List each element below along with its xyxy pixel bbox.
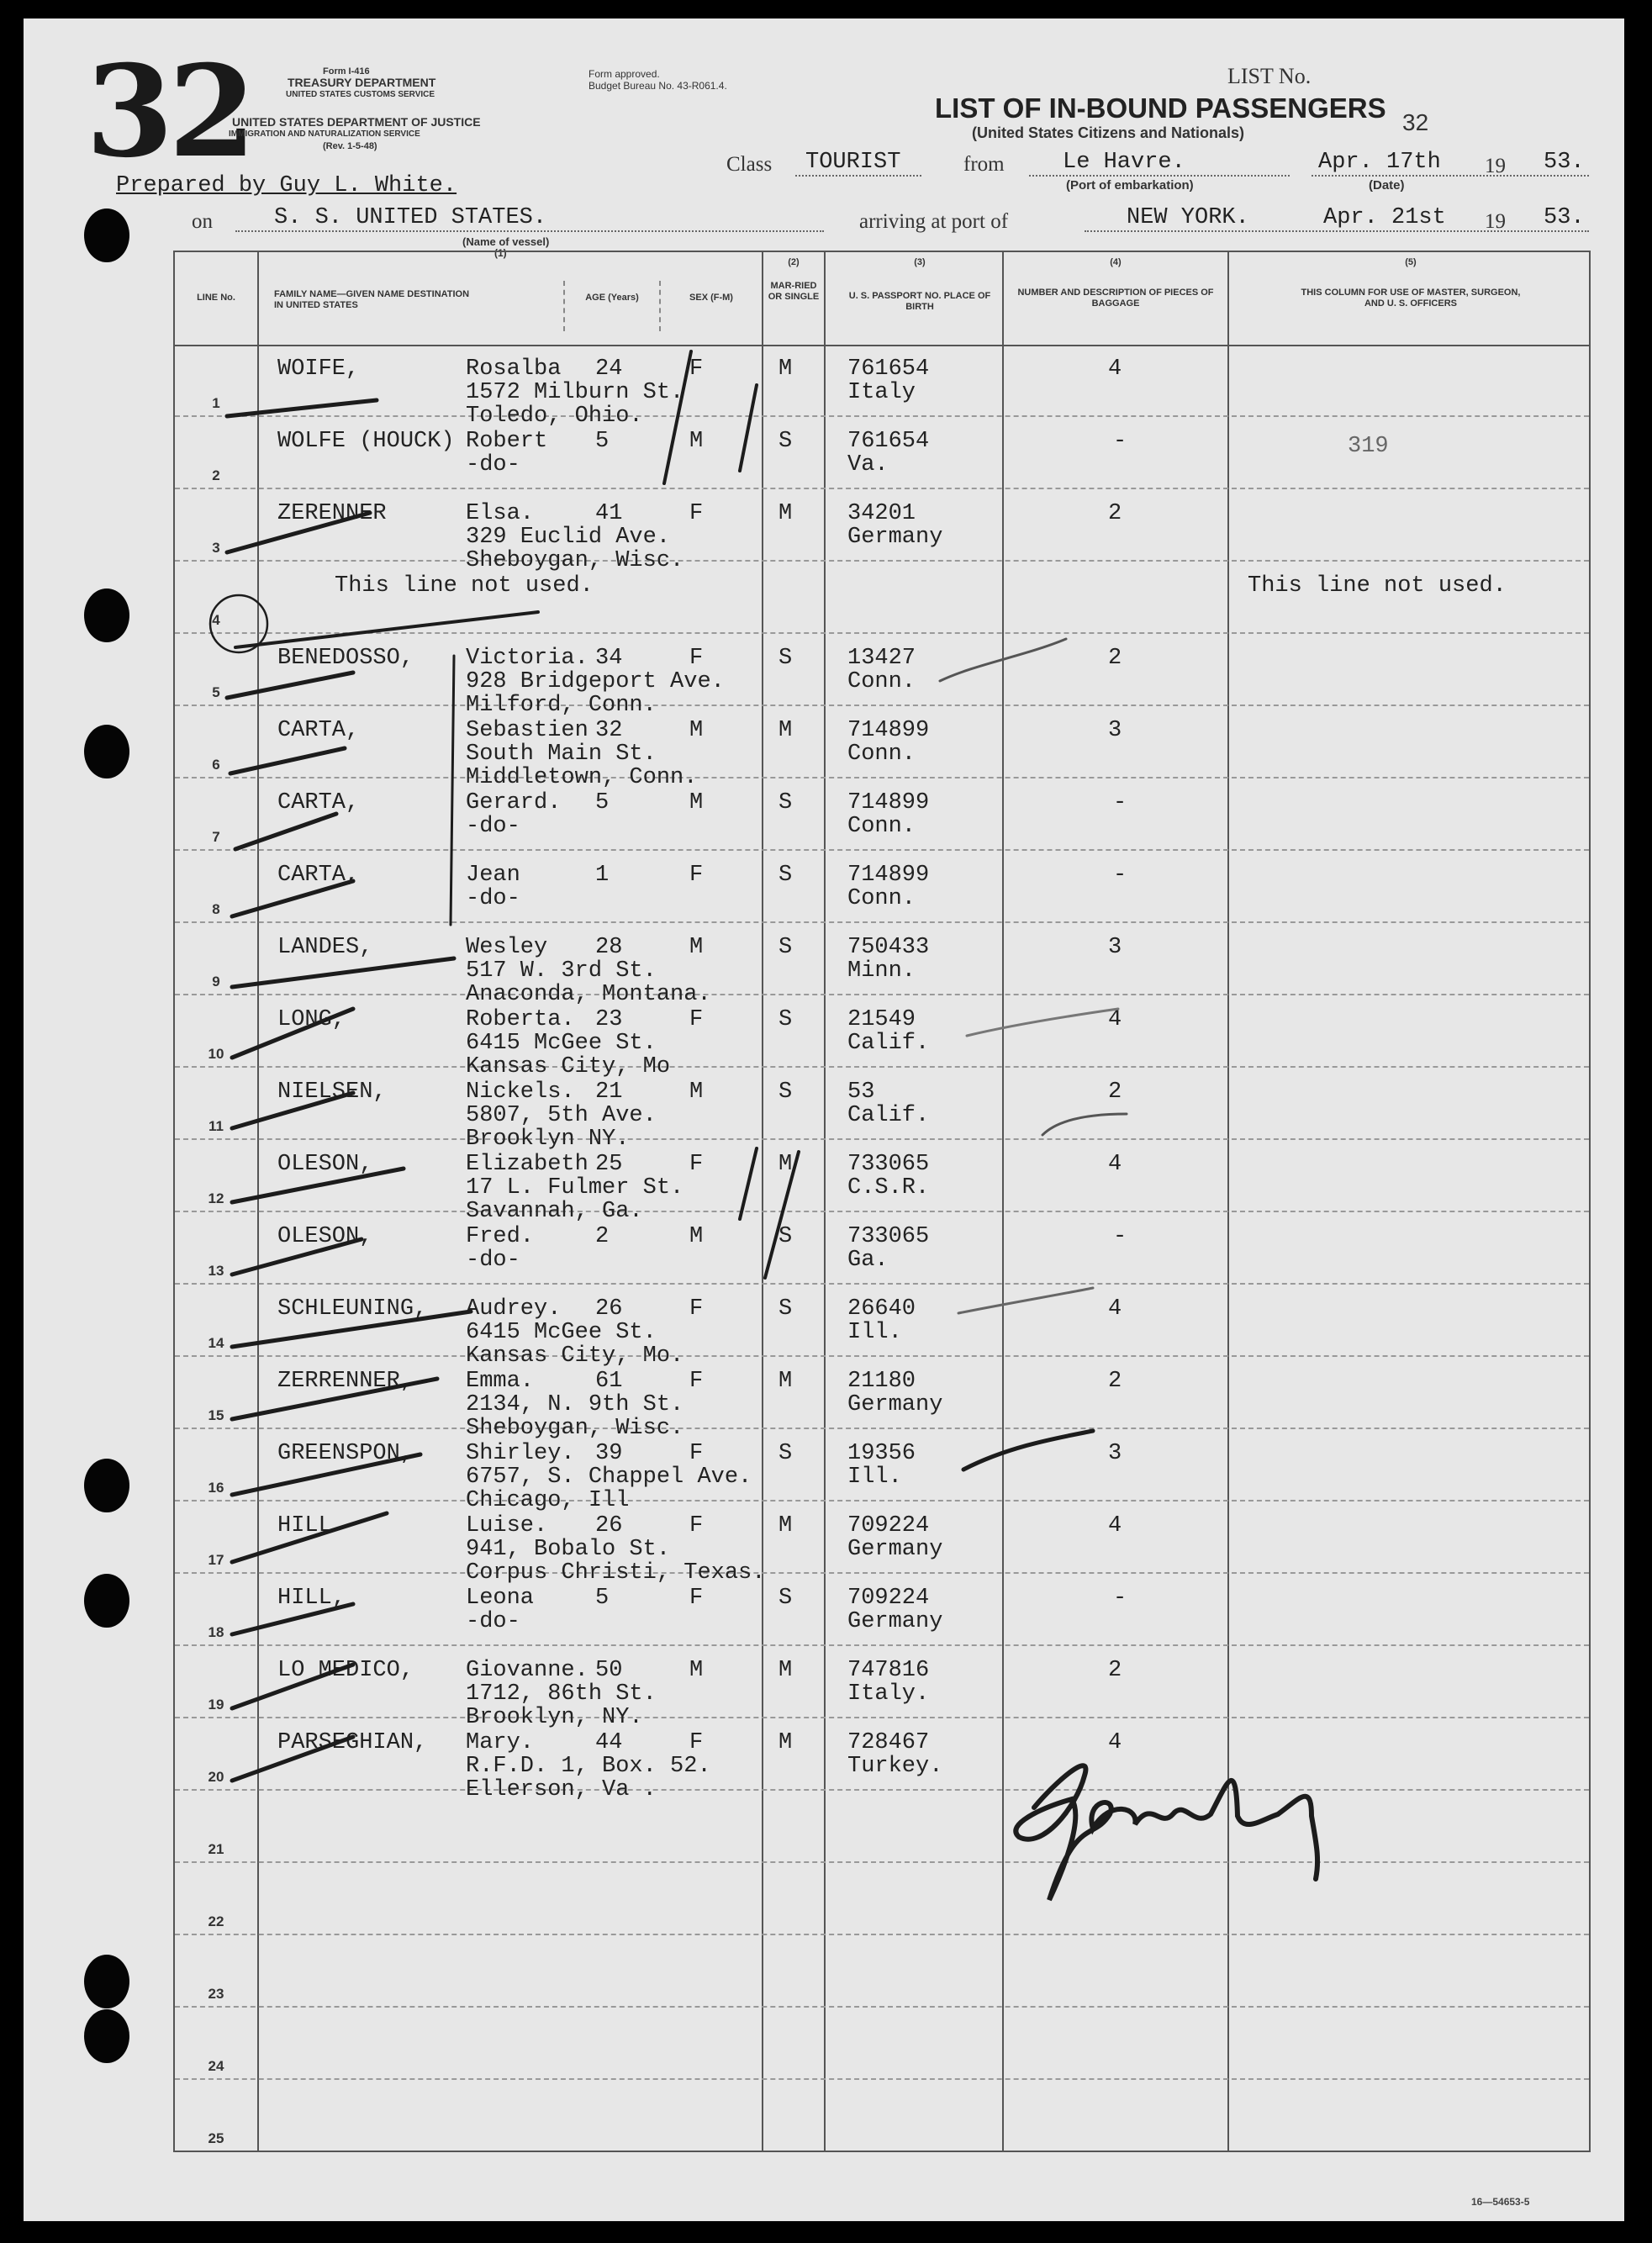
passenger-sex: M — [689, 1224, 704, 1249]
budget-bureau: Budget Bureau No. 43-R061.4. — [588, 80, 727, 92]
passenger-address-line: -do- — [466, 452, 520, 478]
treasury-label: TREASURY DEPARTMENT — [288, 76, 436, 89]
passenger-address-line: -do- — [466, 886, 520, 911]
passenger-family-name: PARSEGHIAN, — [277, 1730, 428, 1755]
passenger-baggage: 3 — [1108, 1441, 1122, 1466]
line-number: 3 — [212, 540, 220, 556]
passenger-marital-status: S — [778, 1296, 793, 1322]
list-no-value: 32 — [1402, 109, 1429, 135]
passenger-family-name: WOLFE (HOUCK) — [277, 429, 455, 454]
passenger-passport-no: 747816 — [847, 1658, 930, 1683]
passenger-marital-status: M — [778, 1730, 793, 1755]
passenger-passport-no: 761654 — [847, 429, 930, 454]
passenger-place-of-birth: Italy. — [847, 1681, 930, 1707]
revision-label: (Rev. 1-5-48) — [323, 141, 377, 151]
passenger-family-name: LO MEDICO, — [277, 1658, 414, 1683]
passenger-age: 26 — [595, 1296, 623, 1322]
form-approved: Form approved. — [588, 68, 660, 80]
passenger-given-name: Fred. — [466, 1224, 535, 1249]
line-number: 8 — [212, 901, 220, 917]
on-label: on — [192, 210, 213, 233]
class-value: TOURIST — [805, 150, 901, 175]
line-number: 15 — [208, 1407, 224, 1423]
passenger-age: 44 — [595, 1730, 623, 1755]
passenger-sex: F — [689, 863, 704, 888]
passenger-address-line: 6415 McGee St. — [466, 1031, 657, 1056]
passenger-address-line: Kansas City, Mo. — [466, 1343, 684, 1369]
passenger-family-name: HILL, — [277, 1586, 346, 1611]
line-number: 24 — [208, 2058, 224, 2074]
passenger-address-line: 5807, 5th Ave. — [466, 1103, 657, 1128]
passenger-sex: F — [689, 646, 704, 671]
passenger-given-name: Nickels. — [466, 1079, 575, 1105]
passenger-place-of-birth: Germany — [847, 1392, 943, 1417]
passenger-passport-no: 709224 — [847, 1586, 930, 1611]
passenger-address-line: 928 Bridgeport Ave. — [466, 669, 725, 694]
passenger-sex: F — [689, 501, 704, 526]
passenger-passport-no: 709224 — [847, 1513, 930, 1538]
manifest-subtitle: (United States Citizens and Nationals) — [972, 124, 1245, 141]
passenger-address-line: 517 W. 3rd St. — [466, 958, 657, 984]
passenger-age: 61 — [595, 1369, 623, 1394]
passenger-given-name: Mary. — [466, 1730, 535, 1755]
date-label: (Date) — [1369, 178, 1405, 193]
passenger-passport-no: 53 — [847, 1079, 875, 1105]
passenger-place-of-birth: Va. — [847, 452, 889, 478]
passenger-given-name: Robert — [466, 429, 548, 454]
line-number: 23 — [208, 1986, 224, 2002]
passenger-place-of-birth: Calif. — [847, 1103, 930, 1128]
passenger-passport-no: 26640 — [847, 1296, 916, 1322]
passenger-sex: M — [689, 790, 704, 815]
col-passport-birth: U. S. PASSPORT NO. PLACE OF BIRTH — [848, 291, 991, 312]
passenger-baggage: 3 — [1108, 935, 1122, 960]
line-number: 20 — [208, 1769, 224, 1785]
passenger-address-line: Milford, Conn. — [466, 693, 657, 718]
line-number: 5 — [212, 684, 220, 700]
passenger-passport-no: 750433 — [847, 935, 930, 960]
line-number: 16 — [208, 1480, 224, 1496]
col-sex: SEX (F-M) — [689, 293, 733, 303]
passenger-baggage: - — [1113, 863, 1127, 888]
passenger-sex: F — [689, 1152, 704, 1177]
line-number: 9 — [212, 974, 220, 990]
passenger-family-name: ZERRENNER, — [277, 1369, 414, 1394]
passenger-baggage: - — [1113, 429, 1127, 454]
arrival-year-prefix: 19 — [1485, 210, 1506, 233]
passenger-age: 32 — [595, 718, 623, 743]
passenger-baggage: 2 — [1108, 1369, 1122, 1394]
passenger-baggage: 4 — [1108, 1296, 1122, 1322]
passenger-age: 2 — [595, 1224, 610, 1249]
departure-date: Apr. 17th — [1318, 150, 1441, 175]
passenger-marital-status: S — [778, 1079, 793, 1105]
passenger-address-line: Brooklyn, NY. — [466, 1705, 643, 1730]
passenger-place-of-birth: Conn. — [847, 886, 916, 911]
col-married-single: MAR-RIED OR SINGLE — [768, 281, 820, 302]
passenger-given-name: Emma. — [466, 1369, 535, 1394]
form-number: Form I-416 — [323, 66, 370, 77]
passenger-age: 39 — [595, 1441, 623, 1466]
col-officers: THIS COLUMN FOR USE OF MASTER, SURGEON, AND U. S. OFFICERS — [1301, 288, 1521, 309]
passenger-age: 28 — [595, 935, 623, 960]
line-number: 4 — [212, 612, 220, 628]
passenger-sex: F — [689, 356, 704, 382]
passenger-sex: F — [689, 1513, 704, 1538]
officer-note: 319 — [1348, 434, 1389, 459]
col-age: AGE (Years) — [585, 293, 639, 303]
passenger-given-name: Victoria. — [466, 646, 588, 671]
signature — [1016, 1765, 1317, 1900]
passenger-place-of-birth: Conn. — [847, 742, 916, 767]
from-label: from — [963, 153, 1005, 176]
passenger-sex: M — [689, 935, 704, 960]
passenger-address-line: Savannah, Ga. — [466, 1199, 643, 1224]
passenger-baggage: 4 — [1108, 1152, 1122, 1177]
passenger-family-name: CARTA, — [277, 790, 360, 815]
line-number: 21 — [208, 1841, 224, 1857]
passenger-place-of-birth: Germany — [847, 1537, 943, 1562]
passenger-passport-no: 714899 — [847, 790, 930, 815]
passenger-sex: M — [689, 718, 704, 743]
passenger-address-line: Chicago, Ill — [466, 1488, 630, 1513]
passenger-passport-no: 21180 — [847, 1369, 916, 1394]
passenger-sex: F — [689, 1441, 704, 1466]
passenger-sex: F — [689, 1730, 704, 1755]
passenger-baggage: 2 — [1108, 501, 1122, 526]
departure-year: 53. — [1544, 150, 1585, 175]
class-label: Class — [726, 153, 773, 176]
arrival-date: Apr. 21st — [1323, 205, 1446, 230]
passenger-sex: F — [689, 1369, 704, 1394]
officer-line-not-used: This line not used. — [1248, 573, 1507, 599]
passenger-age: 5 — [595, 1586, 610, 1611]
passenger-marital-status: S — [778, 646, 793, 671]
passenger-baggage: - — [1113, 1586, 1127, 1611]
passenger-place-of-birth: Italy — [847, 380, 916, 405]
passenger-address-line: -do- — [466, 1248, 520, 1273]
passenger-sex: M — [689, 1658, 704, 1683]
line-number: 22 — [208, 1913, 224, 1929]
passenger-marital-status: S — [778, 863, 793, 888]
port-embarkation-label: (Port of embarkation) — [1066, 178, 1194, 193]
passenger-given-name: Rosalba — [466, 356, 562, 382]
passenger-passport-no: 19356 — [847, 1441, 916, 1466]
passenger-passport-no: 13427 — [847, 646, 916, 671]
passenger-marital-status: S — [778, 1441, 793, 1466]
list-no-label: LIST No. — [1227, 64, 1312, 88]
passenger-baggage: - — [1113, 1224, 1127, 1249]
line-number: 17 — [208, 1552, 224, 1568]
passenger-address-line: Toledo, Ohio. — [466, 404, 643, 429]
passenger-baggage: 2 — [1108, 1079, 1122, 1105]
passenger-address-line: Anaconda, Montana. — [466, 982, 711, 1007]
passenger-given-name: Roberta. — [466, 1007, 575, 1032]
passenger-baggage: 2 — [1108, 1658, 1122, 1683]
passenger-marital-status: S — [778, 1007, 793, 1032]
passenger-baggage: 4 — [1108, 356, 1122, 382]
passenger-family-name: LANDES, — [277, 935, 373, 960]
vessel-name: S. S. UNITED STATES. — [274, 205, 547, 230]
passenger-age: 25 — [595, 1152, 623, 1177]
passenger-age: 1 — [595, 863, 610, 888]
passenger-marital-status: M — [778, 501, 793, 526]
passenger-passport-no: 21549 — [847, 1007, 916, 1032]
arrival-port: NEW YORK. — [1127, 205, 1249, 230]
justice-label: UNITED STATES DEPARTMENT OF JUSTICE — [232, 115, 481, 129]
passenger-family-name: NIELSEN, — [277, 1079, 387, 1105]
line-number: 14 — [208, 1335, 224, 1351]
line-number: 2 — [212, 467, 220, 483]
passenger-marital-status: S — [778, 429, 793, 454]
line-number: 6 — [212, 757, 220, 773]
passenger-marital-status: S — [778, 1586, 793, 1611]
vessel-col-number: (1) — [494, 247, 507, 259]
passenger-marital-status: M — [778, 1369, 793, 1394]
passenger-marital-status: M — [778, 356, 793, 382]
passenger-given-name: Leona — [466, 1586, 535, 1611]
col-3-number: (3) — [914, 257, 926, 267]
arriving-label: arriving at port of — [859, 210, 1009, 233]
passenger-baggage: 4 — [1108, 1730, 1122, 1755]
passenger-marital-status: S — [778, 790, 793, 815]
departure-year-prefix: 19 — [1485, 155, 1506, 177]
line-number: 11 — [208, 1118, 224, 1134]
passenger-given-name: Gerard. — [466, 790, 562, 815]
passenger-address-line: R.F.D. 1, Box. 52. — [466, 1754, 711, 1779]
passenger-baggage: 4 — [1108, 1513, 1122, 1538]
passenger-marital-status: S — [778, 935, 793, 960]
col-name-destination: FAMILY NAME—GIVEN NAME DESTINATION IN UNITED STATES — [274, 289, 470, 310]
passenger-address-line: 329 Euclid Ave. — [466, 525, 671, 550]
col-baggage: NUMBER AND DESCRIPTION OF PIECES OF BAGGAGE — [1017, 288, 1214, 309]
passenger-age: 23 — [595, 1007, 623, 1032]
col-line-no: LINE No. — [197, 293, 235, 303]
passenger-age: 41 — [595, 501, 623, 526]
col-4-number: (4) — [1110, 257, 1122, 267]
passenger-age: 24 — [595, 356, 623, 382]
passenger-address-line: 1572 Milburn St. — [466, 380, 684, 405]
passenger-address-line: Kansas City, Mo — [466, 1054, 671, 1079]
passenger-place-of-birth: Turkey. — [847, 1754, 943, 1779]
passenger-marital-status: M — [778, 1152, 793, 1177]
line-number: 1 — [212, 395, 220, 411]
passenger-address-line: South Main St. — [466, 742, 657, 767]
line-number: 12 — [208, 1190, 224, 1206]
passenger-baggage: 4 — [1108, 1007, 1122, 1032]
passenger-passport-no: 728467 — [847, 1730, 930, 1755]
passenger-address-line: -do- — [466, 814, 520, 839]
passenger-place-of-birth: Ill. — [847, 1465, 902, 1490]
passenger-baggage: - — [1113, 790, 1127, 815]
passenger-family-name: OLESON, — [277, 1224, 373, 1249]
line-number: 13 — [208, 1263, 224, 1279]
passenger-marital-status: M — [778, 1513, 793, 1538]
passenger-address-line: Middletown, Conn. — [466, 765, 698, 790]
manifest-title: LIST OF IN-BOUND PASSENGERS — [935, 92, 1386, 124]
line-number: 19 — [208, 1697, 224, 1713]
passenger-place-of-birth: Conn. — [847, 669, 916, 694]
col-5-number: (5) — [1405, 257, 1417, 267]
vessel-label: (Name of vessel) — [462, 235, 550, 248]
passenger-place-of-birth: Calif. — [847, 1031, 930, 1056]
passenger-address-line: Ellerson, Va . — [466, 1777, 657, 1802]
passenger-marital-status: M — [778, 1658, 793, 1683]
passenger-given-name: Elizabeth — [466, 1152, 588, 1177]
passenger-address-line: Corpus Christi, Texas. — [466, 1560, 766, 1586]
passenger-family-name: LONG, — [277, 1007, 346, 1032]
line-number: 10 — [208, 1046, 224, 1062]
from-value: Le Havre. — [1063, 150, 1185, 175]
passenger-family-name: ZERENNER — [277, 501, 387, 526]
passenger-family-name: GREENSPON, — [277, 1441, 414, 1466]
passenger-baggage: 2 — [1108, 646, 1122, 671]
line-number: 7 — [212, 829, 220, 845]
passenger-given-name: Luise. — [466, 1513, 548, 1538]
passenger-place-of-birth: Ill. — [847, 1320, 902, 1345]
passenger-family-name: HILL — [277, 1513, 332, 1538]
immigration-label: IMMIGRATION AND NATURALIZATION SERVICE — [229, 129, 420, 139]
passenger-family-name: OLESON, — [277, 1152, 373, 1177]
passenger-place-of-birth: Ga. — [847, 1248, 889, 1273]
passenger-place-of-birth: Germany — [847, 1609, 943, 1634]
passenger-given-name: Giovanne. — [466, 1658, 588, 1683]
passenger-passport-no: 733065 — [847, 1152, 930, 1177]
passenger-passport-no: 714899 — [847, 863, 930, 888]
col-2-number: (2) — [788, 257, 800, 267]
passenger-passport-no: 733065 — [847, 1224, 930, 1249]
passenger-passport-no: 34201 — [847, 501, 916, 526]
passenger-given-name: Sebastien — [466, 718, 588, 743]
prepared-by: Prepared by Guy L. White. — [116, 173, 457, 198]
passenger-sex: M — [689, 1079, 704, 1105]
passenger-given-name: Jean — [466, 863, 520, 888]
passenger-address-line: 17 L. Fulmer St. — [466, 1175, 684, 1201]
footer-form-code: 16—54653-5 — [1471, 2196, 1530, 2208]
line-number: 18 — [208, 1624, 224, 1640]
line-number: 25 — [208, 2130, 224, 2146]
passenger-family-name: SCHLEUNING, — [277, 1296, 428, 1322]
passenger-place-of-birth: Germany — [847, 525, 943, 550]
passenger-age: 50 — [595, 1658, 623, 1683]
passenger-address-line: 6757, S. Chappel Ave. — [466, 1465, 752, 1490]
passenger-baggage: 3 — [1108, 718, 1122, 743]
passenger-place-of-birth: Conn. — [847, 814, 916, 839]
passenger-family-name: BENEDOSSO, — [277, 646, 414, 671]
passenger-address-line: Brooklyn NY. — [466, 1127, 630, 1152]
passenger-address-line: -do- — [466, 1609, 520, 1634]
passenger-address-line: 941, Bobalo St. — [466, 1537, 671, 1562]
passenger-age: 5 — [595, 429, 610, 454]
passenger-given-name: Wesley — [466, 935, 548, 960]
passenger-marital-status: M — [778, 718, 793, 743]
passenger-sex: M — [689, 429, 704, 454]
line-not-used: This line not used. — [335, 573, 594, 599]
passenger-age: 34 — [595, 646, 623, 671]
arrival-year: 53. — [1544, 205, 1585, 230]
passenger-age: 21 — [595, 1079, 623, 1105]
passenger-address-line: 2134, N. 9th St. — [466, 1392, 684, 1417]
passenger-age: 5 — [595, 790, 610, 815]
passenger-passport-no: 714899 — [847, 718, 930, 743]
customs-label: UNITED STATES CUSTOMS SERVICE — [286, 90, 435, 99]
passenger-given-name: Audrey. — [466, 1296, 562, 1322]
passenger-family-name: CARTA, — [277, 863, 360, 888]
passenger-passport-no: 761654 — [847, 356, 930, 382]
passenger-sex: F — [689, 1296, 704, 1322]
page-stamp-number: 32 — [86, 38, 251, 186]
passenger-address-line: 1712, 86th St. — [466, 1681, 657, 1707]
passenger-place-of-birth: Minn. — [847, 958, 916, 984]
passenger-given-name: Shirley. — [466, 1441, 575, 1466]
passenger-address-line: Sheboygan, Wisc. — [466, 548, 684, 573]
passenger-family-name: CARTA, — [277, 718, 360, 743]
passenger-address-line: Sheboygan, Wisc. — [466, 1416, 684, 1441]
passenger-family-name: WOIFE, — [277, 356, 360, 382]
passenger-given-name: Elsa. — [466, 501, 535, 526]
passenger-sex: F — [689, 1586, 704, 1611]
passenger-sex: F — [689, 1007, 704, 1032]
passenger-age: 26 — [595, 1513, 623, 1538]
passenger-place-of-birth: C.S.R. — [847, 1175, 930, 1201]
passenger-marital-status: S — [778, 1224, 793, 1249]
passenger-address-line: 6415 McGee St. — [466, 1320, 657, 1345]
